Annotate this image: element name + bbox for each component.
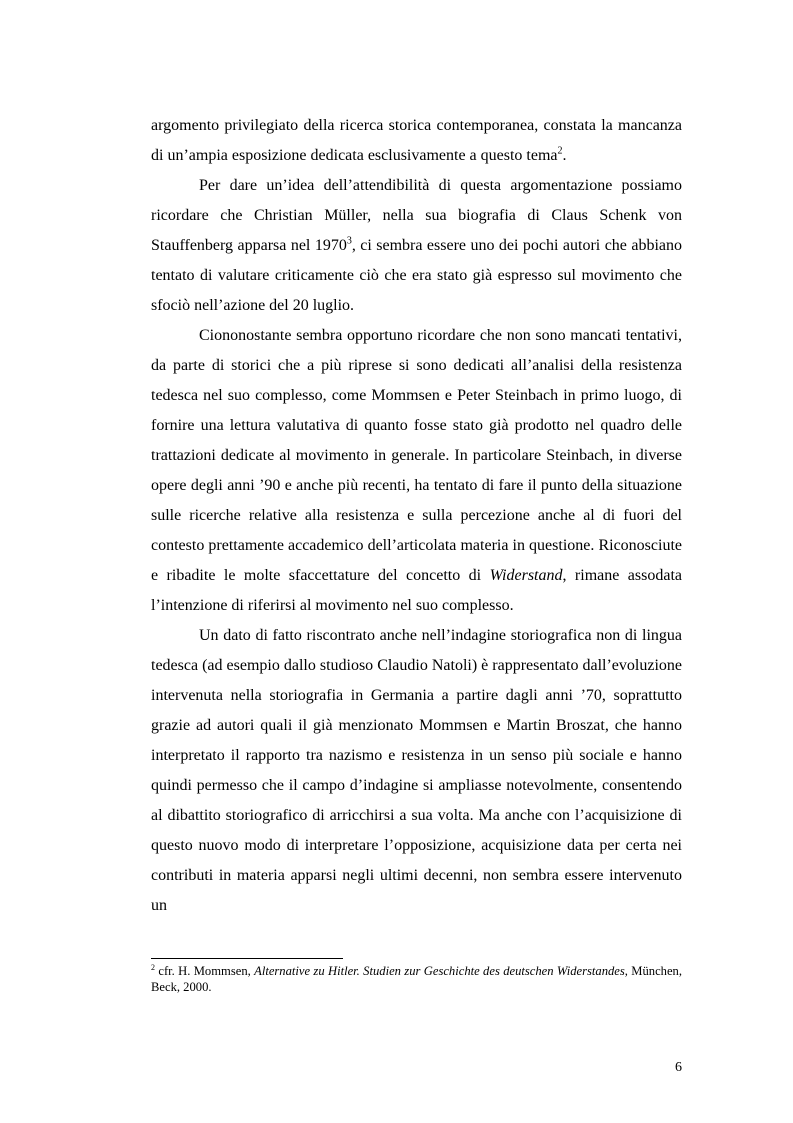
footnote-separator <box>151 958 343 959</box>
paragraph-3-italic-term: Widerstand <box>489 567 563 584</box>
body-text <box>151 111 682 921</box>
paragraph-1-end: . <box>562 147 567 164</box>
paragraph-1-text: argomento privilegiato della ricerca storica contemporanea, constata la mancanza di un’ampia esposizione dedicata esclusivamente a questo tema <box>151 117 682 164</box>
footnote-2 <box>151 963 682 995</box>
paragraph-4-text: Un dato di fatto riscontrato anche nell’indagine storiografica non di lingua tedesca (ad esempio dallo studioso Claudio Natoli) è rappresentato dall’evoluzione intervenuta nella storiografia in Germania a partire dagli anni ’70, soprattutto grazie ad autori quali il già menzionato Mommsen e Martin Broszat, che hanno interpretato il rapporto tra nazismo e resistenza in un senso più sociale e hanno quindi permesso che il campo d’indagine si ampliasse notevolmente, consentendo al dibattito storiografico di arricchirsi a sua volta. Ma anche con l’acquisizione di questo nuovo modo di interpretare l’opposizione, acquisizione data per certa nei contributi in materia apparsi negli ultimi decenni, non sembra essere intervenuto un <box>151 627 682 914</box>
paragraph-1 <box>151 111 682 171</box>
paragraph-2 <box>151 171 682 321</box>
footnote-publisher: , München, Beck, 2000. <box>151 964 682 994</box>
footnote-marker: 2 <box>151 962 155 972</box>
footnote-ref-2: 2 <box>557 145 563 157</box>
paragraph-2-text: Per dare un’idea dell’attendibilità di questa argomentazione possiamo ricordare che Christian Müller, nella sua biografia di Claus Schenk von Stauffenberg apparsa nel 1970 <box>151 177 682 254</box>
page-number: 6 <box>675 1060 682 1075</box>
paragraph-3-text: Ciononostante sembra opportuno ricordare che non sono mancati tentativi, da parte di storici che a più riprese si sono dedicati all’analisi della resistenza tedesca nel suo complesso, come Mommsen e Peter Steinbach in primo luogo, di fornire una lettura valutativa di quanto fosse stato già prodotto nel quadro delle trattazioni dedicate al movimento in generale. In particolare Steinbach, in diverse opere degli anni ’90 e anche più recenti, ha tentato di fare il punto della situazione sulle ricerche relative alla resistenza e sulla percezione anche al di fuori del contesto prettamente accademico dell’articolata materia in questione. Riconosciute e ribadite le molte sfaccettature del concetto di <box>151 327 682 584</box>
footnote-title: Alternative zu Hitler. Studien zur Geschichte des deutschen Widerstandes <box>254 964 625 978</box>
footnote-text: cfr. H. Mommsen, <box>155 964 255 978</box>
footnote-ref-3: 3 <box>346 235 352 247</box>
paragraph-3-end: , rimane assodata l’intenzione di riferirsi al movimento nel suo complesso. <box>151 567 683 614</box>
paragraph-4 <box>151 621 682 921</box>
paragraph-3 <box>151 321 682 621</box>
paragraph-2-end: , ci sembra essere uno dei pochi autori che abbiano tentato di valutare criticamente ciò che era stato già espresso sul movimento che sfociò nell’azione del 20 luglio. <box>151 237 682 314</box>
